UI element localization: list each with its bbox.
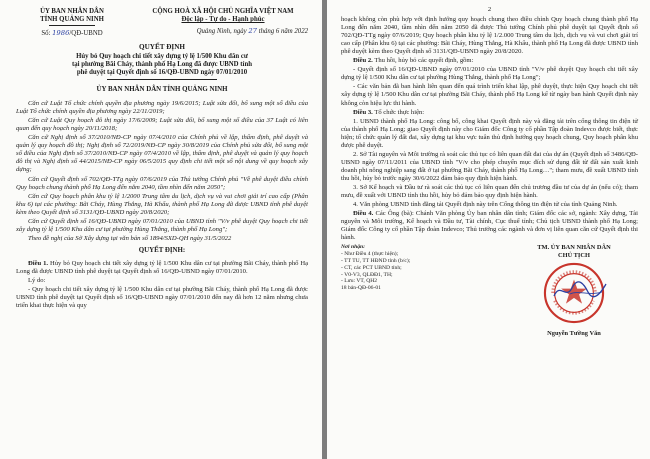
- subject-line-1: Hủy bỏ Quy hoạch chi tiết xây dựng tỷ lệ 1/500 Khu dân cư: [76, 53, 248, 61]
- preamble-4: Căn cứ Quyết định số 702/QĐ-TTg ngày 07/6/2019 của Thủ tướng Chính phủ "Về phê duyệt điều chỉnh Quy hoạch chung thành phố Hạ Long đến năm 2040, tầm nhìn đến năm 2050";: [16, 175, 308, 191]
- issuing-authority: ỦY BAN NHÂN DÂN TỈNH QUẢNG NINH: [96, 86, 228, 94]
- signature-title-1: TM. ỦY BAN NHÂN DÂN: [537, 244, 611, 252]
- article-2-item-2: - Các văn bản đã ban hành liên quan đến quá trình triển khai lập, phê duyệt, thực hiện Quy hoạch chi tiết xây dựng tỷ lệ 1/500 Khu dân cư tại phường Bãi Cháy, thành phố Hạ Long kể từ ngày ban hành Quyết định này không còn hiệu lực thi hành.: [341, 83, 638, 107]
- preamble-1: Căn cứ Luật Tổ chức chính quyền địa phương ngày 19/6/2015; Luật sửa đổi, bổ sung một số điều của Luật Tổ chức chính quyền địa phương ngày 22/11/2019;: [16, 100, 308, 116]
- article-3-item-3: 3. Sở Kế hoạch và Đầu tư rà soát các thủ tục có liên quan đến chủ trương đầu tư của dự án (nếu có); tham mưu, đề xuất với UBND tỉnh thu hồi, hủy bỏ đảm bảo quy định hiện hành.: [341, 183, 638, 200]
- article-1: [16, 260, 308, 276]
- recipient-item: 18 bản-QĐ-06-01: [341, 285, 381, 292]
- signature-block: [510, 244, 638, 337]
- article-4: [341, 210, 638, 242]
- date-prefix: Quảng Ninh, ngày: [196, 28, 247, 35]
- issuer-line-1: ỦY BAN NHÂN DÂN: [40, 8, 104, 15]
- issue-date: [138, 27, 308, 36]
- article-4-label: Điều 4.: [353, 210, 374, 218]
- subject-line-2: tại phường Bãi Cháy, thành phố Hạ Long đã được UBND tỉnh: [72, 61, 252, 69]
- article-1-reason-lead: Lý do:: [28, 277, 46, 285]
- preamble-2: Căn cứ Luật Quy hoạch đô thị ngày 17/6/2009; Luật sửa đổi, bổ sung một số điều của 37 Luật có liên quan đến quy hoạch ngày 20/11/2018;: [16, 117, 308, 133]
- national-motto-block: [138, 8, 308, 38]
- recipient-item: - Như Điều 4 (thực hiện);: [341, 251, 399, 258]
- preamble-7: Theo đề nghị của Sở Xây dựng tại văn bản số 1894/SXD-QH ngày 31/5/2022: [28, 234, 232, 242]
- article-3-item-2: 2. Sở Tài nguyên và Môi trường rà soát các thủ tục có liên quan đất đai của dự án (Quyết định số 3486/QĐ-UBND ngày 07/11/2011 của UBND tỉnh "V/v cho phép chuyển mục đích sử dụng đất từ đất sản xuất kinh doanh phi nông nghiệp sang đất ở tại phường Bãi Cháy, thành phố Hạ Long…"; tham mưu, đề xuất UBND tỉnh thu hồi, hủy bỏ trước ngày 30/6/2022 đảm bảo quy định hiện hành.: [341, 150, 638, 182]
- decision-title: QUYẾT ĐỊNH: [139, 43, 185, 51]
- article-4-text: Các Ông (bà): Chánh Văn phòng Ủy ban nhân dân tỉnh; Giám đốc các sở, ngành: Xây dựng, Tài nguyên và Môi trường, Kế hoạch và Đầu tư, Tài chính, Cục thuế tỉnh; Chủ tịch UBND thành phố Hạ Long; Giám đốc Công ty cổ phần Tập đoàn Indevco; Thủ trưởng các ngành và đơn vị liên quan căn cứ Quyết định thi hành.: [341, 210, 638, 242]
- article-2: [341, 57, 638, 65]
- date-suffix: tháng 6 năm 2022: [258, 28, 308, 35]
- subject-line-3: phê duyệt tại Quyết định số 16/QĐ-UBND ngày 07/01/2010: [76, 69, 248, 77]
- recipients-title: Nơi nhận:: [341, 244, 365, 251]
- national-title: CỘNG HOÀ XÃ HỘI CHỦ NGHĨA VIỆT NAM: [152, 8, 294, 15]
- signature-title-2: CHỦ TỊCH: [557, 251, 591, 259]
- recipient-item: - TT TU, TT HĐND tỉnh (b/c);: [341, 257, 411, 264]
- article-3-item-1: 1. UBND thành phố Hạ Long: công bố, công khai Quyết định này và đăng tải trên cổng thông tin điện tử của thành phố Hạ Long; giao Quyết định này cho Giám đốc Công ty cổ phần Tập đoàn Indevco được biết, thực hiện; tổ chức quản lý đất đai, xây dựng tại khu vực tuân thủ định hướng quy hoạch chung, Quy hoạch phân khu được phê duyệt.: [341, 117, 638, 149]
- article-3-label: Điều 3.: [353, 108, 373, 116]
- preamble-3: Căn cứ Nghị định số 37/2010/NĐ-CP ngày 07/4/2010 của Chính phủ về lập, thẩm định, phê duyệt và quản lý quy hoạch đô thị; Nghị định số 72/2019/NĐ-CP ngày 30/8/2019 của Chính phủ sửa đổi, bổ sung một số điều của Nghị định số 37/2010/NĐ-CP ngày 07/4/2010 về lập, thẩm định, phê duyệt và quản lý quy hoạch đô thị và Nghị định số 44/2015/NĐ-CP ngày 06/5/2015 quy định chi tiết một số nội dung về quy hoạch xây dựng;: [16, 134, 308, 174]
- article-1-label: Điều 1.: [28, 259, 49, 267]
- national-motto: Độc lập - Tự do - Hạnh phúc: [181, 16, 265, 23]
- article-1-text: Hủy bỏ Quy hoạch chi tiết xây dựng tỷ lệ 1/500 Khu dân cư tại phường Bãi Cháy, thành phố Hạ Long đã được UBND tỉnh phê duyệt tại Quyết định số 16/QĐ-UBND ngày 07/01/2010.: [16, 259, 309, 275]
- article-1-reason: - Quy hoạch chi tiết xây dựng tỷ lệ 1/500 Khu dân cư tại phường Bãi Cháy, thành phố Hạ Long đã được UBND tỉnh phê duyệt tại Quyết định số 16/QĐ-UBND ngày 07/01/2010 đến nay đã hơn 12 năm nhưng chưa triển khai thực hiện và quy: [16, 286, 308, 310]
- decision-title-block: [16, 43, 308, 77]
- document-number: [16, 29, 128, 38]
- doc-no-prefix: Số:: [41, 30, 51, 37]
- decide-heading: QUYẾT ĐỊNH:: [138, 246, 186, 254]
- recipient-item: - CT, các PCT UBND tỉnh;: [341, 264, 402, 271]
- article-3-item-4: 4. Văn phòng UBND tỉnh đăng tải Quyết định này trên Cổng thông tin điện tử của tỉnh Quảng Ninh.: [353, 201, 618, 209]
- article-2-lead: Thu hồi, hủy bỏ các quyết định, gồm:: [374, 57, 474, 65]
- article-2-label: Điều 2.: [353, 57, 373, 65]
- article-3: [341, 109, 638, 117]
- signer-name: Nguyễn Tường Văn: [547, 330, 601, 338]
- document-page-2: [327, 0, 650, 459]
- date-day-handwritten: 27: [248, 27, 258, 35]
- issuer-block: [16, 8, 128, 38]
- preamble-6: Căn cứ Quyết định số 16/QĐ-UBND ngày 07/01/2010 của UBND tỉnh "V/v phê duyệt Quy hoạch chi tiết xây dựng tỷ lệ 1/500 Khu dân cư tại phường Hùng Thắng, thành phố Hạ Long";: [16, 217, 308, 233]
- continued-text: hoạch không còn phù hợp với định hướng quy hoạch chung theo điều chỉnh Quy hoạch chung thành phố Hạ Long đến năm 2040, tầm nhìn đến năm 2050 đã được Thủ tướng Chính phủ phê duyệt tại Quyết định số 702/QĐ-TTg ngày 07/6/2019; Quy hoạch phân khu tỷ lệ 1/2.000 Trung tâm du lịch, dịch vụ và vui chơi giải trí cao cấp (Phân khu 6) tại các phường: Bãi Cháy, Hùng Thắng, Hà Khẩu, thành phố Hạ Long đã được UBND tỉnh phê duyệt kèm theo Quyết định số 3131/QĐ-UBND ngày 20/8/2020.: [341, 16, 638, 56]
- document-footer: [341, 244, 638, 337]
- document-page-1: [0, 0, 322, 459]
- recipient-item: - V0-V3, QLĐĐ1, TH;: [341, 271, 393, 278]
- recipients-list: [341, 244, 469, 337]
- title-separator: [107, 79, 217, 80]
- recipient-item: - Lưu: VT, QH2: [341, 278, 378, 285]
- doc-no-suffix: /QĐ-UBND: [69, 30, 103, 37]
- preamble-5: Căn cứ Quy hoạch phân khu tỷ lệ 1/2000 Trung tâm du lịch, dịch vụ và vui chơi giải trí cao cấp (Phân khu 6) tại các phường: Bãi Cháy, Hùng Thắng, Hà Khẩu, thành phố Hạ Long đã được UBND tỉnh phê duyệt kèm theo Quyết định số 3131/QĐ-UBND ngày 20/8/2020;: [16, 192, 308, 216]
- handwritten-signature-icon: [550, 278, 610, 302]
- issuer-line-2: TỈNH QUẢNG NINH: [40, 16, 104, 23]
- issuer-underline: [49, 25, 95, 26]
- page-number: 2: [487, 6, 492, 13]
- article-2-item-1: - Quyết định số 16/QĐ-UBND ngày 07/01/2010 của UBND tỉnh "V/v phê duyệt Quy hoạch chi tiết xây dựng tỷ lệ 1/500 Khu dân cư tại phường Hùng Thắng, thành phố Hạ Long";: [341, 66, 638, 82]
- doc-no-handwritten: 1986: [52, 29, 70, 37]
- document-header: [16, 8, 308, 38]
- article-3-lead: Tổ chức thực hiện:: [374, 108, 425, 116]
